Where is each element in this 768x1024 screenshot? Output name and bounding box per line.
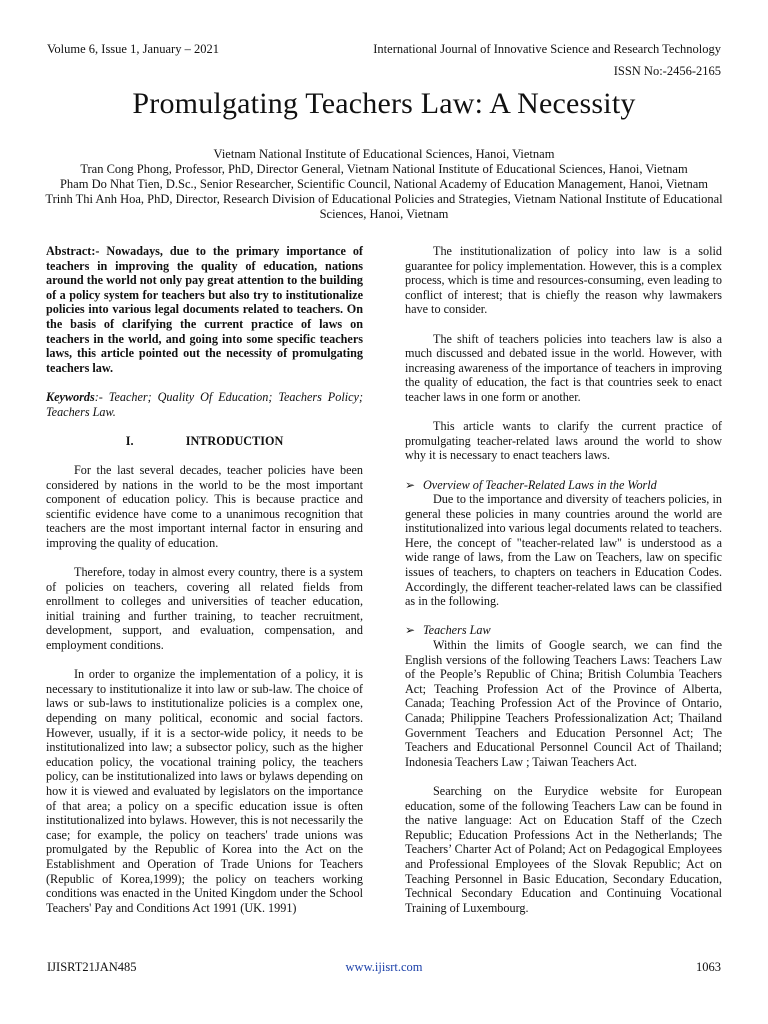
paragraph: In order to organize the implementation of a policy, it is necessary to institutionalize it into law or sub-law. The choice of laws or sub-laws to institutionalize policies is a complex one, depending on many political, economic and social factors. However, usually, if it is a sector-wide policy, it needs to be institutionalized into law; a subsector policy, such as the higher education policy, the vocational training policy, the teachers policy, can be institutionalized into laws or bylaws depending on how it is viewed and evaluated by legislators on the importance of that area; a policy on a specific education issue is often institutionalized into bylaws. However, this is not necessarily the case; for example, the policy on teachers' trade unions was promulgated by the Republic of Korea into the Act on the Establishment and Operation of Trade Unions for Teachers (Republic of Korea,1999); the policy on teachers working conditions was enacted in the United Kingdom under the School Teachers' Pay and Conditions Act 1991 (UK. 1991): [46, 667, 364, 915]
paragraph: Due to the importance and diversity of teachers policies, in general these policies in many countries around the world are institutionalized into various legal documents related to teachers. Here, the concept of "teacher-related law" is understood as a wide range of laws, from the Law on Teachers, law on specific issues of teachers, to chapters on teachers in Education Codes. Accordingly, the different teacher-related laws can be classified as in the following.: [405, 492, 722, 609]
author-line: Tran Cong Phong, Professor, PhD, Director General, Vietnam National Institute of Educational Sciences, Hanoi, Vietnam: [80, 162, 688, 176]
author-line: Trinh Thi Anh Hoa, PhD, Director, Research Division of Educational Policies and Strategies, Vietnam National Institute of Educational Sciences, Hanoi, Vietnam: [45, 192, 723, 221]
subsection-heading: [405, 478, 722, 493]
paragraph: Therefore, today in almost every country, there is a system of policies on teachers, covering all related fields from enrollment to colleges and universities of teacher education, initial training and further training, to teacher recruitment, development, support, and evaluation, compensation, and employment conditions.: [46, 565, 363, 653]
paragraph: The institutionalization of policy into law is a solid guarantee for policy implementation. However, this is a complex process, which is time and resources-consuming, even leading to conflict of interest; that is chiefly the reason why lawmakers have to consider.: [405, 244, 722, 317]
right-column: [405, 244, 722, 915]
paragraph: This article wants to clarify the current practice of promulgating teacher-related laws around the world to show why it is necessary to enact teachers laws.: [405, 419, 722, 463]
journal-name: International Journal of Innovative Science and Research Technology: [373, 42, 721, 56]
subsection-heading: [405, 623, 722, 638]
keywords-label: Keywords: [46, 389, 95, 404]
page-number: 1063: [696, 960, 721, 974]
left-column: [46, 244, 363, 915]
section-heading: [46, 434, 363, 449]
arrow-bullet-icon: ➢: [405, 623, 416, 638]
paragraph: The shift of teachers policies into teachers law is also a much discussed and debated issue in the world. However, with increasing awareness of the importance of teachers in improving the quality of education, the fact is that countries seek to enact teacher laws in one form or another.: [405, 331, 722, 404]
paragraph: For the last several decades, teacher policies have been considered by nations in the world to be the most important component of education policy. This is because practice and scientific evidence have come to a unanimous recognition that teachers are the most important internal factor in ensuring and improving the quality of education.: [46, 462, 363, 550]
keywords: [46, 390, 363, 419]
author-block: [40, 147, 728, 222]
author-line: Pham Do Nhat Tien, D.Sc., Senior Researcher, Scientific Council, National Academy of Education Management, Hanoi, Vietnam: [59, 177, 709, 191]
paper-id: IJISRT21JAN485: [47, 960, 137, 974]
volume-issue: Volume 6, Issue 1, January – 2021: [47, 42, 219, 56]
affiliation-line: Vietnam National Institute of Educational Sciences, Hanoi, Vietnam: [213, 147, 555, 161]
arrow-bullet-icon: ➢: [405, 477, 416, 492]
abstract: Abstract:- Nowadays, due to the primary importance of teachers in improving the quality of education, nations around the world not only pay great attention to the building of a policy system for teachers but also try to institutionalize policies into various legal documents related to teachers. On the basis of clarifying the current practice of laws on teachers in the world, and going into some specific teachers laws, this article pointed out the necessity of promulgating teachers law.: [46, 244, 363, 375]
keywords-text: :- Teacher; Quality Of Education; Teachers Policy; Teachers Law.: [46, 389, 363, 419]
website-link[interactable]: www.ijisrt.com: [345, 960, 423, 974]
section-number: I.: [125, 433, 134, 448]
subsection-title: Overview of Teacher-Related Laws in the World: [423, 477, 657, 492]
section-title: INTRODUCTION: [185, 433, 284, 448]
paragraph: Searching on the Eurydice website for European education, some of the following Teachers Law can be found in the native language: Act on Education Staff of the Czech Republic; Education Professions Act in the Netherlands; The Teachers’ Charter Act of Poland; Act on Pedagogical Employees and Professional Employees of the Slovak Republic; Act on Teaching Personnel in Basic Education, Secondary Education, Technical Secondary Education and Continuing Vocational Training of Luxembourg.: [405, 783, 722, 915]
subsection-title: Teachers Law: [423, 623, 491, 638]
issn: ISSN No:-2456-2165: [613, 64, 721, 78]
paragraph: Within the limits of Google search, we can find the English versions of the following Teachers Laws: Teachers Law of the People’s Republic of China; British Columbia Teachers Act; Teaching Profession Act of the Province of Alberta, Canada; Teaching Profession Act of the Province of Ontario, Canada; Philippine Teachers Professionalization Act; Thailand Government Teachers and Education Personnel Act; The Teachers and Educational Personnel Council Act of Thailand; Indonesia Teachers Law ; Taiwan Teachers Act.: [405, 638, 722, 769]
paper-title: Promulgating Teachers Law: A Necessity: [132, 87, 636, 120]
